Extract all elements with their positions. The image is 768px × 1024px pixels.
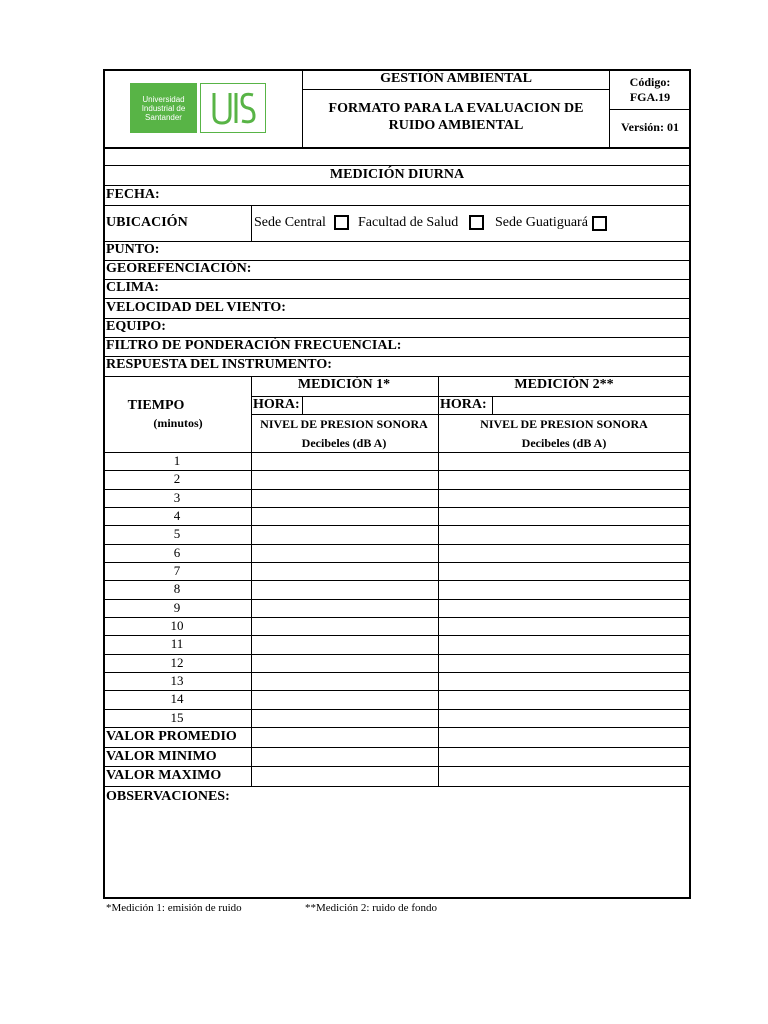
nivel-presion-header: NIVEL DE PRESION SONORA	[260, 417, 428, 431]
medicion-2-cell[interactable]	[439, 545, 690, 562]
header-divider	[302, 89, 610, 90]
decibeles-header: Decibeles (dB A)	[521, 436, 607, 450]
field-filtro-ponderacion[interactable]: FILTRO DE PONDERACIÓN FRECUENCIAL:	[106, 338, 402, 353]
row-divider	[104, 241, 690, 242]
row-divider	[104, 727, 690, 728]
minute-number: 1	[173, 453, 181, 468]
row-divider	[104, 747, 690, 748]
hora-2-label: HORA:	[440, 397, 487, 412]
medicion-1-cell[interactable]	[252, 655, 438, 672]
medicion-1-cell[interactable]	[252, 710, 438, 727]
minute-number: 14	[170, 691, 184, 707]
location-option-label: Facultad de Salud	[358, 215, 459, 230]
minute-number: 12	[170, 654, 184, 670]
valor-minimo-label: VALOR MINIMO	[106, 749, 217, 764]
column-divider	[251, 205, 252, 241]
medicion-1-cell[interactable]	[252, 545, 438, 562]
section-heading: MEDICIÓN DIURNA	[329, 167, 465, 182]
medicion-2-cell[interactable]	[439, 563, 690, 580]
medicion-1-cell[interactable]	[252, 563, 438, 580]
minute-number: 9	[173, 599, 181, 615]
uis-emblem-icon	[201, 84, 264, 131]
minute-number: 10	[170, 617, 184, 633]
medicion-2-cell[interactable]	[439, 490, 690, 507]
medicion-1-cell[interactable]	[252, 471, 438, 488]
header-divider	[302, 70, 303, 148]
minute-number: 13	[170, 672, 184, 688]
column-divider	[302, 396, 303, 414]
university-name-badge	[130, 83, 197, 133]
field-ubicacion: UBICACIÓN	[106, 215, 188, 230]
medicion-1-header: MEDICIÓN 1*	[297, 377, 391, 392]
version-label: Versión: 01	[621, 120, 679, 134]
medicion-1-cell[interactable]	[252, 490, 438, 507]
logo-text-line: Santander	[145, 113, 182, 122]
row-divider	[104, 165, 690, 166]
row-divider	[104, 205, 690, 206]
row-divider	[104, 298, 690, 299]
header-divider	[104, 147, 690, 149]
header-divider	[609, 109, 690, 110]
field-fecha[interactable]: FECHA:	[106, 187, 160, 202]
medicion-1-cell[interactable]	[252, 581, 438, 598]
medicion-1-cell[interactable]	[252, 453, 438, 470]
medicion-2-header: MEDICIÓN 2**	[514, 377, 614, 392]
medicion-1-cell[interactable]	[252, 618, 438, 635]
location-checkbox-facultad-salud[interactable]	[469, 215, 484, 230]
medicion-2-cell[interactable]	[439, 655, 690, 672]
location-option-label: Sede Guatiguará	[495, 215, 588, 230]
university-logo	[130, 83, 266, 133]
minute-number: 4	[173, 507, 181, 523]
field-clima[interactable]: CLIMA:	[106, 280, 159, 295]
footnote-medicion-1: *Medición 1: emisión de ruido	[106, 902, 242, 914]
medicion-2-cell[interactable]	[439, 471, 690, 488]
medicion-2-cell[interactable]	[439, 508, 690, 525]
valor-maximo-label: VALOR MAXIMO	[106, 768, 222, 783]
medicion-2-cell[interactable]	[439, 526, 690, 543]
footnote-medicion-2: **Medición 2: ruido de fondo	[305, 902, 437, 914]
medicion-2-cell[interactable]	[439, 710, 690, 727]
medicion-2-cell[interactable]	[439, 673, 690, 690]
medicion-1-cell[interactable]	[252, 691, 438, 708]
minute-number: 8	[173, 581, 181, 597]
valor-promedio-label: VALOR PROMEDIO	[106, 729, 237, 744]
minute-number: 15	[170, 709, 184, 725]
field-punto[interactable]: PUNTO:	[106, 242, 160, 257]
medicion-2-cell[interactable]	[439, 636, 690, 653]
minute-number: 5	[173, 526, 181, 542]
decibeles-header: Decibeles (dB A)	[301, 436, 387, 450]
row-divider	[104, 185, 690, 186]
location-option-label: Sede Central	[254, 215, 326, 230]
medicion-2-cell[interactable]	[439, 453, 690, 470]
code-value: FGA.19	[629, 90, 671, 104]
medicion-2-cell[interactable]	[439, 691, 690, 708]
location-checkbox-sede-central[interactable]	[334, 215, 349, 230]
logo-text-line: Universidad	[142, 95, 185, 104]
minute-number: 7	[173, 562, 181, 578]
row-divider	[104, 786, 690, 787]
medicion-2-cell[interactable]	[439, 581, 690, 598]
nivel-presion-header: NIVEL DE PRESION SONORA	[480, 417, 648, 431]
column-divider	[492, 396, 493, 414]
row-divider	[251, 414, 690, 415]
field-respuesta-instrumento[interactable]: RESPUESTA DEL INSTRUMENTO:	[106, 357, 332, 372]
logo-text-line: Industrial de	[141, 104, 186, 113]
minute-number: 2	[173, 471, 181, 487]
medicion-2-cell[interactable]	[439, 600, 690, 617]
medicion-2-cell[interactable]	[439, 618, 690, 635]
minute-number: 6	[173, 544, 181, 560]
medicion-1-cell[interactable]	[252, 526, 438, 543]
section-title: GESTIÓN AMBIENTAL	[380, 71, 532, 86]
location-checkbox-sede-guatiguara[interactable]	[592, 216, 607, 231]
observaciones-label: OBSERVACIONES:	[106, 789, 230, 804]
row-divider	[104, 318, 690, 319]
uis-emblem	[200, 83, 266, 133]
medicion-1-cell[interactable]	[252, 673, 438, 690]
document-title: RUIDO AMBIENTAL	[388, 118, 524, 133]
minutos-header: (minutos)	[153, 416, 203, 430]
tiempo-header: TIEMPO	[127, 398, 185, 413]
minute-number: 3	[173, 489, 181, 505]
hora-1-label: HORA:	[253, 397, 300, 412]
document-title: FORMATO PARA LA EVALUACION DE	[328, 101, 584, 116]
medicion-1-cell[interactable]	[252, 600, 438, 617]
field-equipo[interactable]: EQUIPO:	[106, 319, 166, 334]
field-georeferenciacion[interactable]: GEOREFENCIACIÓN:	[106, 261, 252, 276]
observaciones-area[interactable]	[106, 808, 688, 896]
code-label: Código:	[629, 75, 671, 89]
medicion-1-cell[interactable]	[252, 508, 438, 525]
medicion-1-cell[interactable]	[252, 636, 438, 653]
row-divider	[104, 766, 690, 767]
row-divider	[104, 279, 690, 280]
minute-number: 11	[170, 636, 184, 652]
field-velocidad-viento[interactable]: VELOCIDAD DEL VIENTO:	[106, 300, 286, 315]
